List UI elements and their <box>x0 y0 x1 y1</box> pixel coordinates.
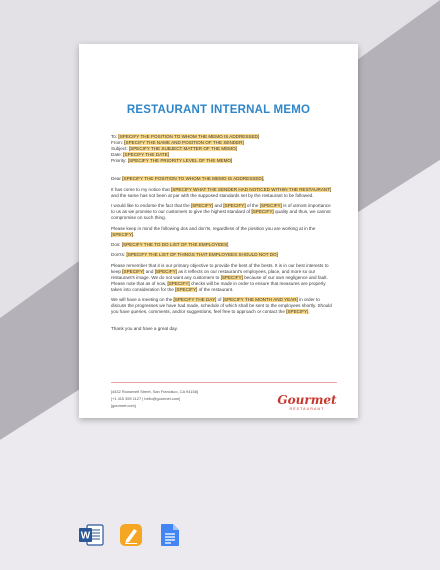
logo-wordmark: Gourmet <box>277 393 337 407</box>
paragraph-2: I would like to endorse the fact that the [SPECIFY] and [SPECIFY] of the [SPECIFY] is of utmost importance to us as we promise to our customers to give the highest standard of [SPECIFY] quality and thus, we cannot compromise on such thing. <box>111 203 331 221</box>
from-line: From: [SPECIFY THE NAME AND POSITION OF THE SENDER] <box>111 140 244 146</box>
footer-phone-email: [+1 415 359 1127 | hello@gourmet.com] <box>111 396 181 402</box>
svg-text:W: W <box>80 530 91 542</box>
paragraph-1: It has come to my notice that [SPECIFY WHAT THE SENDER HAD NOTICED WITHIN THE RESTAURANT] and the same has not been at par with the supposed standards set by the restaurant to be followed. <box>111 186 332 198</box>
footer-contact <box>111 388 198 410</box>
paragraph-4: Please remember that it is our primary objective to provide the best of the bests. It is in our best interests to keep [SPECIFY] and [SPECIFY] as it reflects on our restaurant's employees, place, and more so our restaurant's image. We do not want any customers to [SPECIFY] because of our own negligence and fault. Please note that as of now, [SPECIFY] checks will be made in order to ensure that measures are properly taken into consideration for the [SPECIFY] of the restaurant. <box>111 262 329 292</box>
word-icon[interactable] <box>78 523 104 547</box>
date-line: Date: [SPECIFY THE DATE] <box>111 152 169 158</box>
memo-document <box>79 44 358 418</box>
gourmet-logo <box>275 394 339 412</box>
pages-icon[interactable] <box>119 523 143 547</box>
footer-divider <box>111 382 337 383</box>
footer-website: [gourmet.com] <box>111 403 136 409</box>
closing-line: Thank you and have a great day. <box>111 325 178 331</box>
subject-line: Subject: [SPECIFY THE SUBJECT MATTER OF THE MEMO] <box>111 146 237 152</box>
memo-body <box>111 134 333 336</box>
memo-title: RESTAURANT INTERNAL MEMO <box>126 104 311 116</box>
priority-line: Priority: [SPECIFY THE PRIORITY LEVEL OF THE MEMO] <box>111 158 233 164</box>
dos-line: Dos: [SPECIFY THE TO DO LIST OF THE EMPLOYEES] <box>111 241 229 247</box>
salutation: Dear [SPECIFY THE POSITION TO WHOM THE MEMO IS ADDRESSED], <box>111 176 265 182</box>
google-docs-icon[interactable] <box>160 523 180 547</box>
paragraph-5: We will have a meeting on the [SPECIFY THE DAY] of [SPECIFY THE MONTH AND YEAR] in order to discuss the progresses we have had made, schedule of which shall be sent to the employees shortly. Should you have queries, comments, and/or suggestions, feel free to approach or contact the [SPECIFY]. <box>111 297 332 315</box>
logo-subtitle: RESTAURANT <box>289 407 325 411</box>
donts-line: Don'ts: [SPECIFY THE LIST OF THINGS THAT EMPLOYEES SHOULD NOT DO] <box>111 252 278 258</box>
paragraph-3: Please keep in mind the following dos and don'ts, regardless of the position you are working at in the [SPECIFY]. <box>111 225 316 237</box>
footer-address: [4432 Roosevelt Street, San Francisco, CA 94158] <box>111 389 198 394</box>
to-line: To: [SPECIFY THE POSITION TO WHOM THE MEMO IS ADDRESSED] <box>111 134 260 139</box>
